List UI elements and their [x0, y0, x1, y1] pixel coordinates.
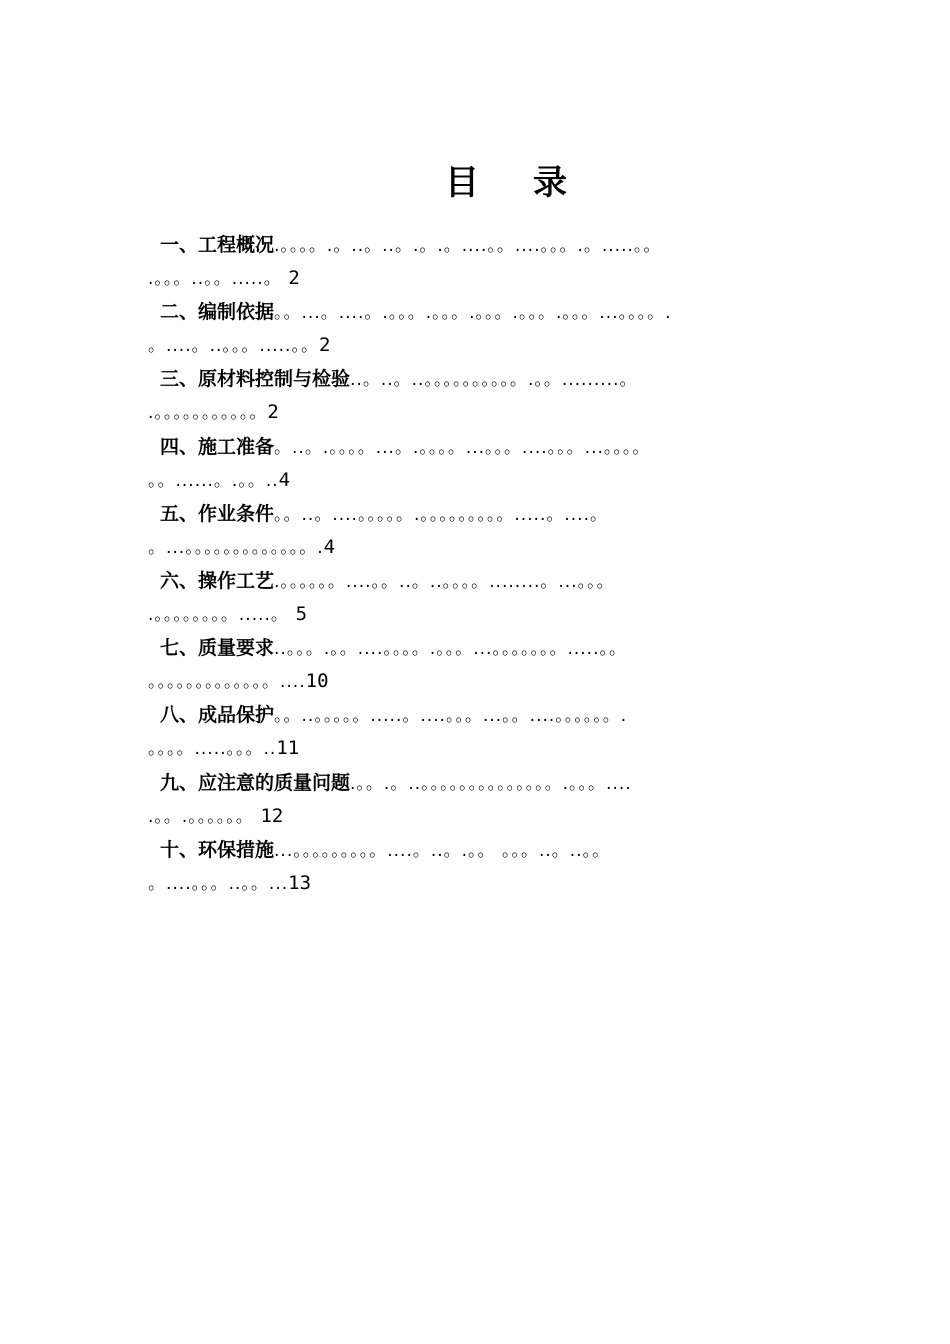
toc-title	[0, 155, 950, 204]
toc-entry-line-1	[148, 631, 848, 665]
toc-entry-line-2	[148, 867, 848, 899]
toc-leader: 。...。。。。。。。。。。。。。.	[148, 537, 324, 558]
toc-entry-line-2	[148, 800, 848, 832]
toc-list	[148, 228, 848, 900]
toc-leader: ..。。。.。。....。。。。.。。。...。。。。。。。.....。。	[274, 639, 627, 660]
toc-heading: 五、作业条件	[160, 502, 275, 525]
toc-entry-10[interactable]	[148, 833, 848, 900]
toc-entry-line-2	[148, 329, 848, 361]
toc-leader: .。。。。。。。。.....。	[148, 604, 289, 625]
toc-heading: 十、环保措施	[160, 838, 275, 861]
toc-entry-7[interactable]	[148, 631, 848, 698]
toc-leader: ..。..。..。。。。。。。。。。.。。.........。	[350, 370, 638, 391]
toc-entry-line-2	[148, 262, 848, 294]
toc-leader: 。。..。。。。。.....。....。。。...。。....。。。。。。.	[274, 706, 628, 727]
toc-entry-line-1	[148, 766, 848, 800]
toc-heading: 二、编制依据	[160, 301, 275, 324]
toc-entry-line-2	[148, 732, 848, 764]
toc-entry-6[interactable]	[148, 564, 848, 631]
toc-heading: 一、工程概况	[160, 234, 275, 256]
toc-entry-line-1	[148, 497, 848, 531]
toc-page-number: 4	[278, 468, 291, 491]
toc-heading: 七、质量要求	[160, 637, 275, 660]
toc-entry-3[interactable]	[148, 362, 848, 429]
toc-entry-2[interactable]	[148, 295, 848, 362]
toc-page-number: 10	[305, 670, 329, 693]
toc-entry-line-1	[148, 698, 848, 732]
toc-leader: .。。。。.。..。..。.。.。....。。....。。。.。.....。。	[274, 236, 662, 256]
toc-entry-line-1	[148, 295, 848, 329]
toc-page-number: 5	[295, 602, 308, 625]
toc-page-number: 11	[276, 737, 300, 760]
toc-leader: .。。.。..。。。。。。。。。。。。。。.。。。....	[350, 773, 632, 794]
toc-entry-1[interactable]	[148, 228, 848, 295]
toc-entry-4[interactable]	[148, 430, 848, 497]
toc-leader: 。。。。。。。。。。。。。....	[148, 672, 306, 693]
toc-title-char-2: 录	[533, 163, 567, 203]
toc-heading: 三、原材料控制与检验	[160, 368, 351, 391]
toc-page-number: 12	[260, 804, 284, 827]
toc-heading: 六、操作工艺	[160, 569, 275, 592]
toc-leader: 。....。..。。。.....。。	[148, 336, 319, 357]
toc-entry-9[interactable]	[148, 766, 848, 833]
toc-entry-8[interactable]	[148, 698, 848, 765]
toc-leader: .。。。。。。....。。..。..。。。。........。...。。。	[274, 571, 615, 592]
toc-leader: 。..。.。。。。...。.。。。。...。。。....。。。...。。。。	[274, 437, 651, 458]
toc-heading: 八、成品保护	[160, 704, 275, 727]
toc-entry-line-1	[148, 228, 848, 262]
toc-entry-line-1	[148, 833, 848, 867]
toc-leader: 。....。。。..。。...	[148, 873, 289, 894]
toc-entry-line-1	[148, 564, 848, 598]
toc-page-number: 2	[267, 401, 279, 424]
toc-leader: ...。。。。。。。。。....。..。.。。 。。。..。..。。	[274, 840, 611, 861]
toc-entry-line-1	[148, 362, 848, 396]
toc-leader: 。。......。.。。..	[148, 470, 279, 491]
toc-entry-line-2	[148, 531, 848, 563]
toc-entry-line-2	[148, 665, 848, 697]
toc-page-number: 13	[288, 871, 312, 894]
toc-entry-line-1	[148, 430, 848, 464]
toc-heading: 九、应注意的质量问题	[160, 771, 351, 794]
toc-entry-5[interactable]	[148, 497, 848, 564]
toc-entry-line-2	[148, 464, 848, 496]
toc-heading: 四、施工准备	[160, 435, 275, 458]
toc-leader: .。。.。。。。。。	[148, 806, 254, 827]
toc-leader: .。。。..。。.....。	[148, 269, 282, 289]
toc-leader: 。。。。.....。。。..	[148, 739, 277, 760]
toc-leader: 。。...。....。.。。。.。。。.。。。.。。。.。。。...。。。。.	[274, 303, 672, 324]
toc-page-number: 2	[318, 334, 331, 357]
toc-title-char-1: 目	[445, 163, 479, 203]
toc-leader: .。。。。。。。。。。。	[148, 403, 268, 424]
toc-entry-line-2	[148, 598, 848, 630]
toc-page-number: 4	[323, 535, 336, 558]
toc-leader: 。。..。....。。。。。.。。。。。。。。。.....。....。	[274, 504, 608, 525]
toc-entry-line-2	[148, 396, 848, 428]
toc-page-number: 2	[288, 267, 300, 289]
